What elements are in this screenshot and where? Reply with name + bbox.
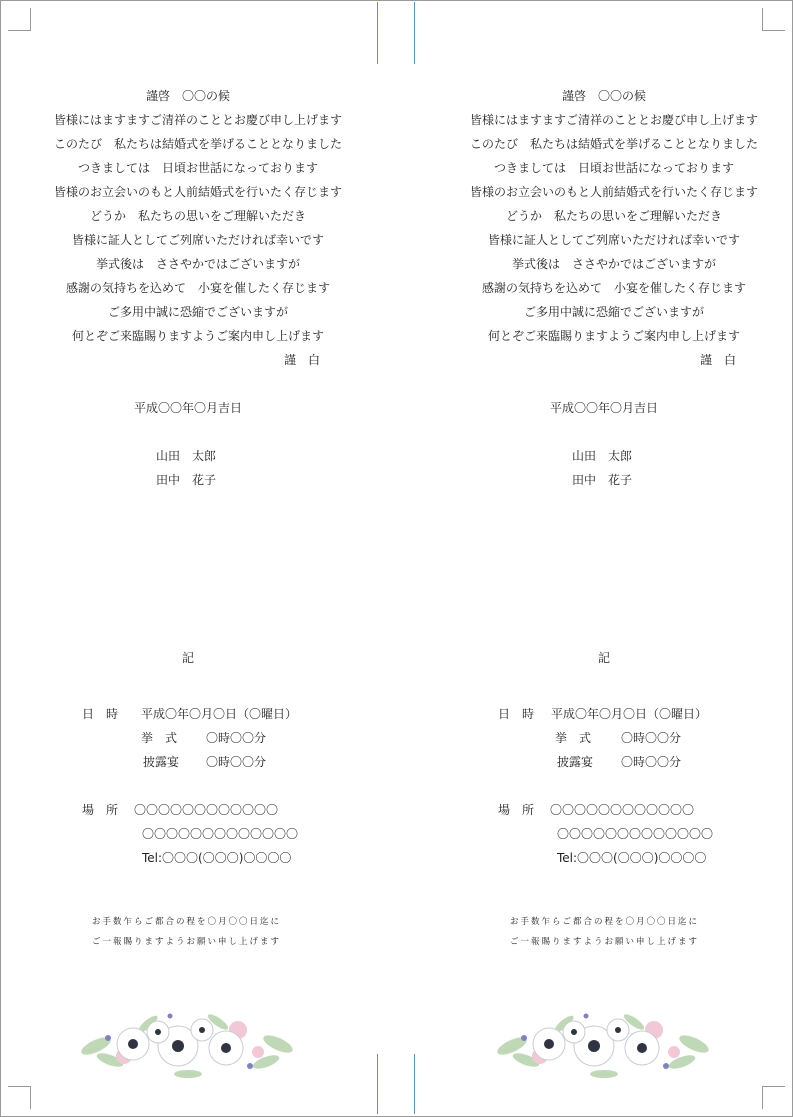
opening-greeting: 謹啓 〇〇の候 [146,89,231,103]
body-line: このたび 私たちは結婚式を挙げることとなりました [469,137,758,151]
rsvp-line-1: お手数乍らご都合の程を〇月〇〇日迄に [92,917,282,927]
opening-greeting: 謹啓 〇〇の候 [562,89,647,103]
invitation-card-left [8,0,388,1117]
body-line: 何とぞご来臨賜りますようご案内申し上げます [487,329,740,343]
date: 平成〇〇年〇月吉日 [134,401,243,415]
body-line: つきましては 日頃お世話になっております [493,161,734,175]
bride-name: 田中 花子 [572,473,633,487]
ki-heading: 記 [182,651,195,665]
telephone: Tel:〇〇〇(〇〇〇)〇〇〇〇 [557,851,707,865]
ceremony-label: 挙 式 [555,731,592,745]
place-line-2: 〇〇〇〇〇〇〇〇〇〇〇〇〇 [557,827,714,841]
fold-line-top-right [414,2,415,64]
body-line: 皆様に証人としてご列席いただければ幸いです [487,233,740,247]
bride-name: 田中 花子 [156,473,217,487]
datetime-value: 平成〇年〇月〇日（〇曜日） [551,707,708,721]
ceremony-time: 〇時〇〇分 [621,731,682,745]
body-line: どうか 私たちの思いをご理解いただき [505,209,722,223]
rsvp-line-2: ご一報賜りますようお願い申し上げます [510,937,700,947]
body-line: 挙式後は ささやかではございますが [511,257,716,271]
body-line: 皆様にはますますご清祥のこととお慶び申し上げます [469,113,758,127]
place-label: 場 所 [82,803,119,817]
groom-name: 山田 太郎 [572,449,633,463]
datetime-label: 日 時 [498,707,535,721]
rsvp-line-1: お手数乍らご都合の程を〇月〇〇日迄に [510,917,700,927]
datetime-value: 平成〇年〇月〇日（〇曜日） [141,707,298,721]
date: 平成〇〇年〇月吉日 [550,401,659,415]
body-line: 皆様のお立会いのもと人前結婚式を行いたく存じます [469,185,758,199]
ceremony-label: 挙 式 [141,731,178,745]
body-line: 感謝の気持ちを込めて 小宴を催したく存じます [481,281,746,295]
fold-line-bottom-right [414,1054,415,1114]
floral-garland-icon [494,1008,714,1080]
body-line: 挙式後は ささやかではございますが [95,257,300,271]
place-line-1: 〇〇〇〇〇〇〇〇〇〇〇〇 [134,803,279,817]
body-line: 皆様にはますますご清祥のこととお慶び申し上げます [53,113,342,127]
body-line: 皆様のお立会いのもと人前結婚式を行いたく存じます [53,185,342,199]
body-line: つきましては 日頃お世話になっております [77,161,318,175]
body-line: どうか 私たちの思いをご理解いただき [89,209,306,223]
groom-name: 山田 太郎 [156,449,217,463]
body-line: このたび 私たちは結婚式を挙げることとなりました [53,137,342,151]
reception-time: 〇時〇〇分 [621,755,682,769]
reception-time: 〇時〇〇分 [206,755,267,769]
reception-label: 披露宴 [143,755,180,769]
invitation-card-right [424,0,793,1117]
body-line: 感謝の気持ちを込めて 小宴を催したく存じます [65,281,330,295]
place-line-2: 〇〇〇〇〇〇〇〇〇〇〇〇〇 [142,827,299,841]
body-line: 何とぞご来臨賜りますようご案内申し上げます [71,329,324,343]
ceremony-time: 〇時〇〇分 [206,731,267,745]
closing: 謹 白 [284,353,321,367]
body-line: ご多用中誠に恐縮でございますが [107,305,288,319]
place-line-1: 〇〇〇〇〇〇〇〇〇〇〇〇 [550,803,695,817]
place-label: 場 所 [498,803,535,817]
floral-garland-icon [78,1008,298,1080]
rsvp-line-2: ご一報賜りますようお願い申し上げます [92,937,282,947]
body-line: 皆様に証人としてご列席いただければ幸いです [71,233,324,247]
closing: 謹 白 [700,353,737,367]
ki-heading: 記 [598,651,611,665]
datetime-label: 日 時 [82,707,119,721]
body-line: ご多用中誠に恐縮でございますが [523,305,704,319]
reception-label: 披露宴 [557,755,594,769]
telephone: Tel:〇〇〇(〇〇〇)〇〇〇〇 [142,851,292,865]
